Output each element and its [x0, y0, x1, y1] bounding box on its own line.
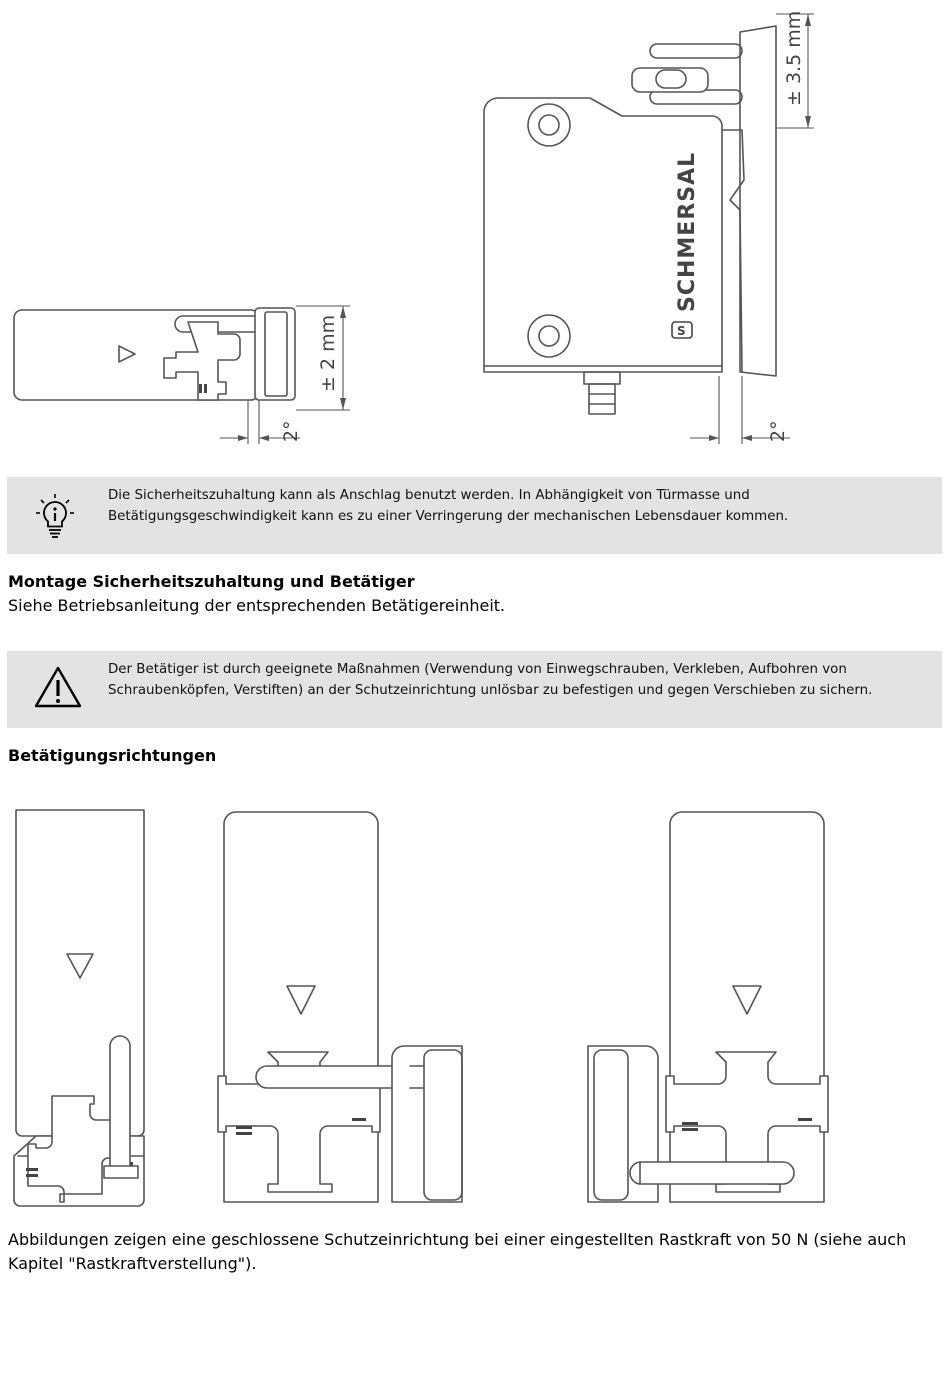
- direction-figure-3: [588, 812, 828, 1202]
- front-view-drawing: [484, 14, 814, 444]
- brand-mark-text: S: [677, 324, 686, 338]
- warning-note-box: [7, 651, 942, 728]
- technical-drawing-top: [0, 0, 950, 460]
- heading-directions: Betätigungsrichtungen: [8, 746, 217, 765]
- warning-note-text: Der Betätiger ist durch geeignete Maßnahmen (Verwendung von Einwegschrauben, Verkleben, Aufbohren von Schraubenköpfen, Verstiften) an der Schutzeinrichtung unlösbar zu befestigen und gegen Verschieben zu sichern.: [108, 662, 873, 698]
- dim-front-label: ± 3.5 mm: [783, 10, 805, 106]
- angle-left-label: 2°: [280, 420, 302, 442]
- actuation-directions-figure: [0, 800, 950, 1215]
- mounting-text: Siehe Betriebsanleitung der entsprechenden Betätigereinheit.: [8, 596, 506, 615]
- brand-logo-text: SCHMERSAL: [675, 151, 700, 312]
- direction-figure-2: [218, 812, 462, 1202]
- lightbulb-info-icon: [35, 494, 75, 540]
- direction-figure-1: [14, 810, 144, 1206]
- caption-text: Abbildungen zeigen eine geschlossene Schutzeinrichtung bei einer eingestellten Rastkraft von 50 N (siehe auch Kapitel "Rastkraftverstellung").: [8, 1230, 907, 1273]
- warning-triangle-icon: [33, 665, 83, 709]
- angle-right-label: 2°: [767, 420, 789, 442]
- dim-side-label: ± 2 mm: [317, 314, 339, 392]
- tip-note-box: [7, 477, 942, 554]
- heading-mounting: Montage Sicherheitszuhaltung und Betätiger: [8, 572, 415, 591]
- tip-note-text: Die Sicherheitszuhaltung kann als Anschlag benutzt werden. In Abhängigkeit von Türmasse und Betätigungsgeschwindigkeit kann es zu einer Verringerung der mechanischen Lebensdauer kommen.: [108, 488, 789, 524]
